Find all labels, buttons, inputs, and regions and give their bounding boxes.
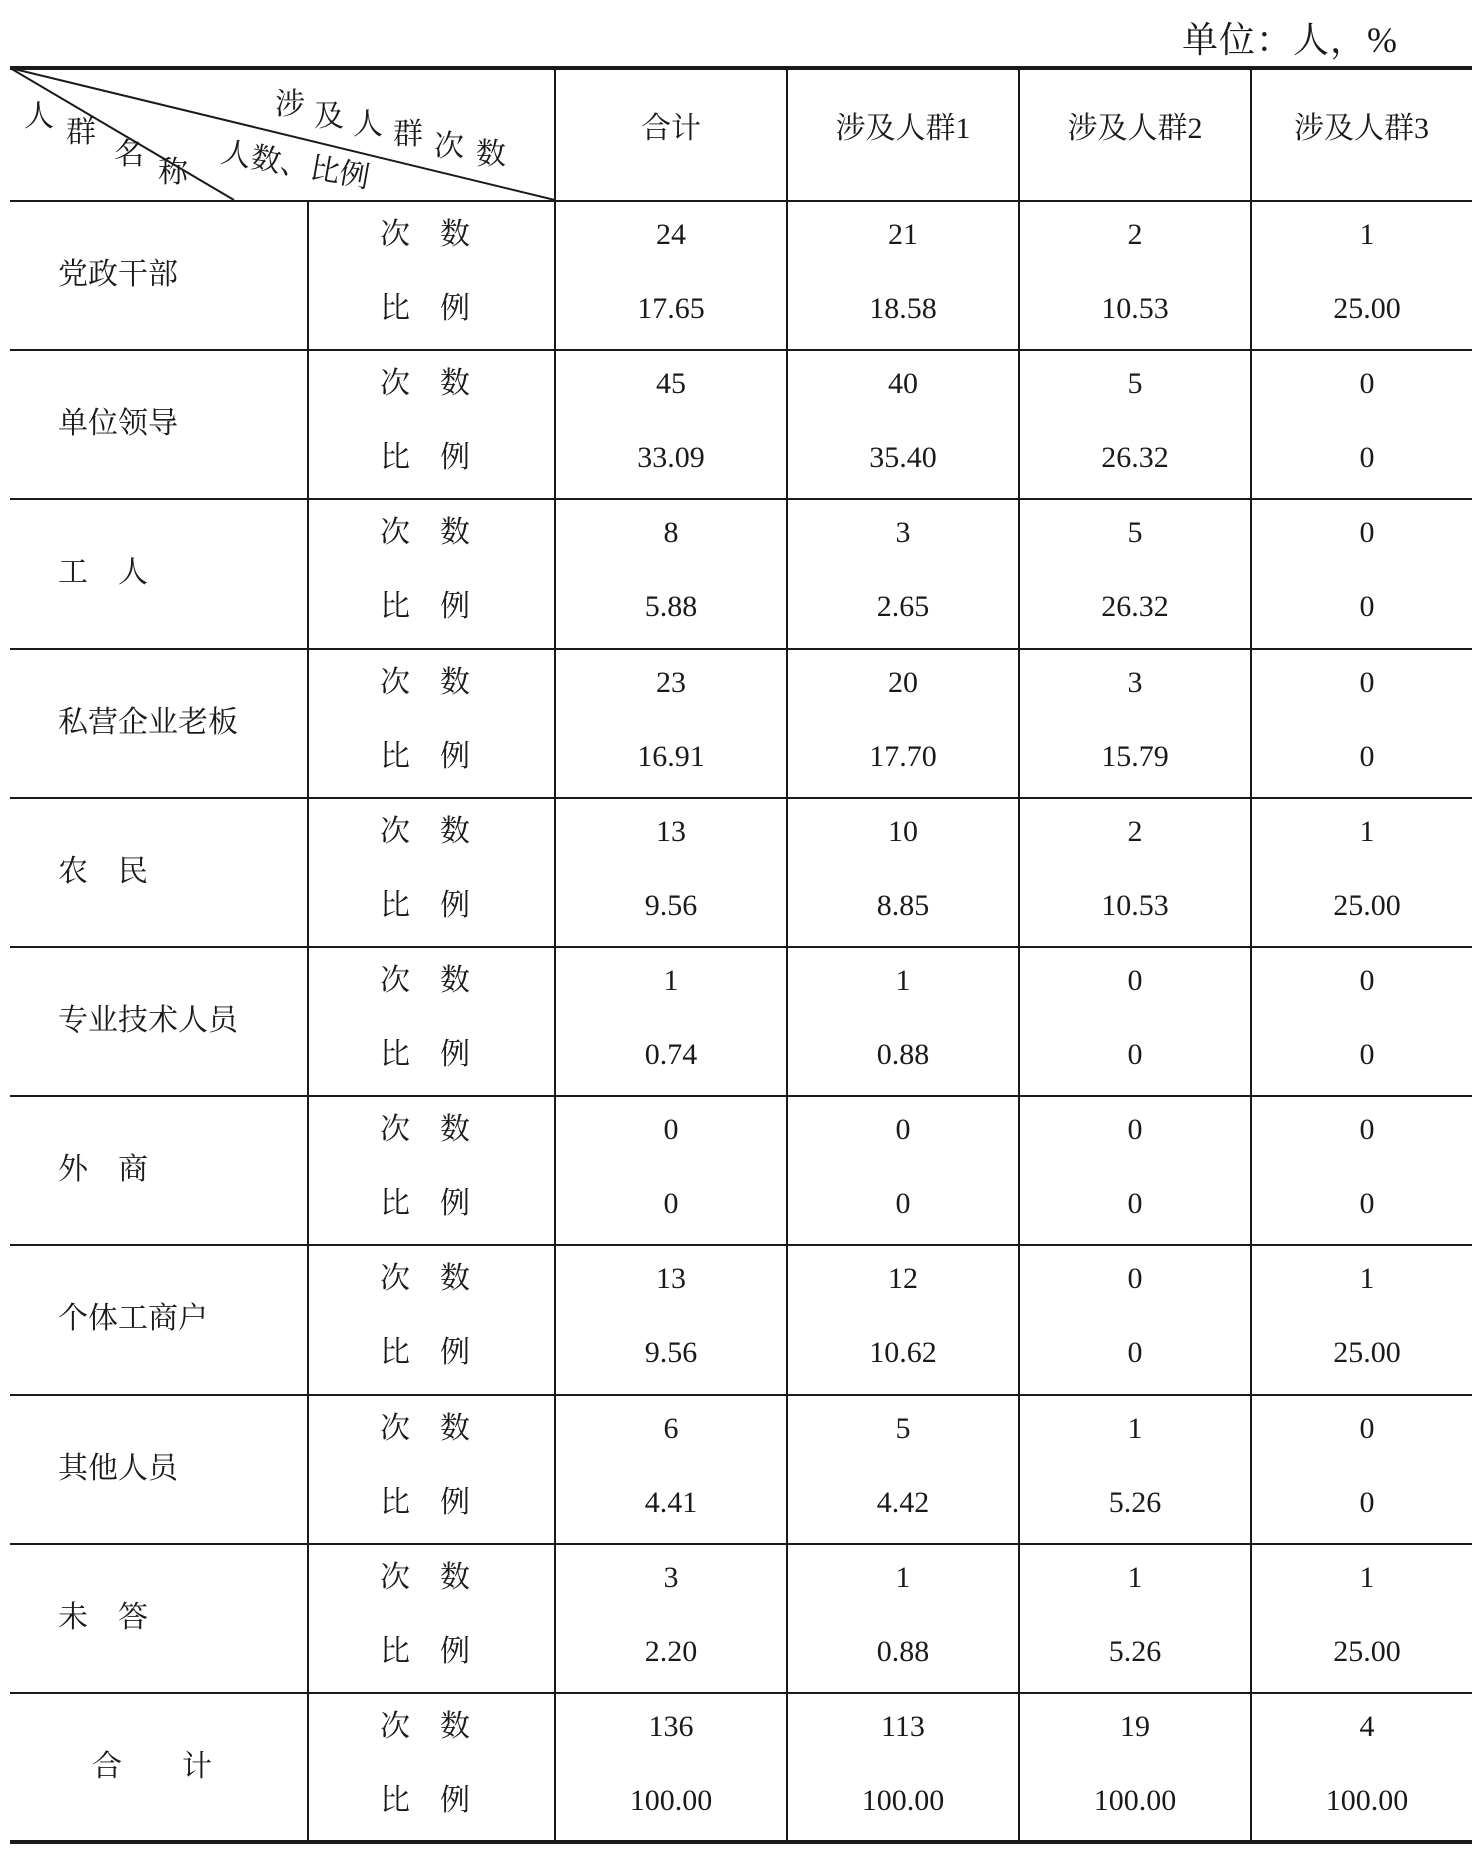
row-label-count: 次 数 <box>380 516 470 550</box>
table-cell-ratio: 15.79 <box>1101 739 1169 773</box>
row-label-ratio: 比 例 <box>380 1336 470 1370</box>
row-label-ratio: 比 例 <box>380 1038 470 1071</box>
table-cell-count: 40 <box>888 367 918 401</box>
table-cell-ratio: 17.65 <box>637 292 705 325</box>
table-cell-ratio: 0 <box>1127 1336 1143 1370</box>
table-cell-count: 23 <box>656 665 686 699</box>
table-cell-ratio: 25.00 <box>1333 888 1401 922</box>
row-group-name: 外 商 <box>58 1153 148 1187</box>
row-divider <box>10 498 1472 500</box>
table-cell-count: 1 <box>1359 218 1375 251</box>
table-cell-ratio: 10.62 <box>869 1336 937 1370</box>
row-label-count: 次 数 <box>380 1262 470 1296</box>
table-cell-count: 0 <box>1359 665 1375 699</box>
table-cell-ratio: 0 <box>1359 1485 1375 1519</box>
table-cell-count: 21 <box>888 218 918 251</box>
table-cell-ratio: 100.00 <box>629 1784 713 1817</box>
row-divider <box>10 1095 1472 1097</box>
table-cell-ratio: 0 <box>1127 1038 1143 1071</box>
row-label-ratio: 比 例 <box>380 292 470 325</box>
table-cell-ratio: 33.09 <box>637 441 705 475</box>
table-cell-ratio: 16.91 <box>637 739 705 773</box>
row-label-count: 次 数 <box>380 218 470 251</box>
row-group-name: 其他人员 <box>58 1451 178 1485</box>
table-cell-count: 13 <box>656 814 686 848</box>
col-header-group3: 涉及人群3 <box>1294 112 1429 145</box>
table-cell-count: 2 <box>1127 814 1143 848</box>
table-cell-ratio: 17.70 <box>869 739 937 773</box>
table-cell-ratio: 4.42 <box>876 1485 930 1519</box>
table-cell-ratio: 0 <box>1127 1187 1143 1221</box>
row-label-ratio: 比 例 <box>380 888 470 922</box>
table-cell-count: 1 <box>895 964 911 997</box>
diag-top-char: 数 <box>476 138 506 171</box>
table-cell-count: 10 <box>888 814 918 848</box>
table-cell-count: 12 <box>888 1262 918 1296</box>
table-cell-ratio: 0 <box>663 1187 679 1221</box>
data-table <box>10 66 1472 1844</box>
col-header-group1: 涉及人群1 <box>835 112 971 145</box>
table-cell-ratio: 9.56 <box>644 888 698 922</box>
table-cell-count: 3 <box>895 516 911 550</box>
table-cell-count: 0 <box>1359 367 1375 401</box>
table-cell-count: 3 <box>1127 665 1143 699</box>
table-cell-count: 5 <box>895 1411 911 1445</box>
table-cell-ratio: 10.53 <box>1101 888 1169 922</box>
row-label-count: 次 数 <box>380 814 470 848</box>
table-cell-ratio: 5.26 <box>1108 1485 1162 1519</box>
table-cell-ratio: 0.88 <box>876 1038 930 1071</box>
diag-top-char: 次 <box>434 130 464 163</box>
row-label-count: 次 数 <box>380 1113 470 1147</box>
table-cell-count: 13 <box>656 1262 686 1296</box>
table-cell-ratio: 0 <box>1359 1038 1375 1071</box>
diag-mid-label: 人数、比例 <box>218 136 373 195</box>
row-label-ratio: 比 例 <box>380 1634 470 1668</box>
row-label-ratio: 比 例 <box>380 1485 470 1519</box>
row-group-name: 未 答 <box>58 1600 148 1634</box>
table-cell-count: 45 <box>656 367 686 401</box>
table-cell-ratio: 2.65 <box>876 590 930 624</box>
table-bottom-rule <box>10 1840 1472 1844</box>
table-cell-ratio: 100.00 <box>1325 1784 1409 1817</box>
diag-left-char: 称 <box>158 156 188 189</box>
table-cell-count: 1 <box>1359 814 1375 848</box>
row-label-ratio: 比 例 <box>380 441 470 475</box>
table-cell-ratio: 100.00 <box>861 1784 945 1817</box>
row-divider <box>10 1394 1472 1396</box>
table-cell-ratio: 0.74 <box>644 1038 698 1071</box>
table-cell-ratio: 2.20 <box>644 1634 698 1668</box>
table-cell-count: 5 <box>1127 516 1143 550</box>
row-divider <box>10 1543 1472 1545</box>
table-cell-count: 19 <box>1120 1710 1150 1743</box>
row-group-name: 个体工商户 <box>58 1302 208 1336</box>
table-cell-count: 0 <box>895 1113 911 1147</box>
table-cell-count: 3 <box>663 1560 679 1594</box>
table-cell-ratio: 25.00 <box>1333 1336 1401 1370</box>
row-group-name: 农 民 <box>58 854 148 888</box>
table-cell-count: 0 <box>1127 964 1143 997</box>
table-cell-ratio: 0 <box>1359 590 1375 624</box>
row-label-count: 次 数 <box>380 1560 470 1594</box>
table-cell-count: 0 <box>1127 1262 1143 1296</box>
table-cell-count: 136 <box>648 1710 694 1743</box>
diag-top-char: 涉 <box>275 88 305 121</box>
diag-top-char: 及 <box>314 100 344 133</box>
col-header-group2: 涉及人群2 <box>1067 112 1203 145</box>
table-cell-count: 113 <box>881 1710 925 1743</box>
table-cell-ratio: 0 <box>1359 1187 1375 1221</box>
row-divider <box>10 1244 1472 1246</box>
col-header-total: 合计 <box>641 112 701 145</box>
table-cell-count: 8 <box>663 516 679 550</box>
table-cell-count: 2 <box>1127 218 1143 251</box>
table-cell-count: 1 <box>1127 1560 1143 1594</box>
table-cell-count: 1 <box>1359 1262 1375 1296</box>
diag-top-char: 人 <box>353 108 383 141</box>
row-label-count: 次 数 <box>380 665 470 699</box>
table-cell-count: 6 <box>663 1411 679 1445</box>
row-group-name: 合 计 <box>92 1750 212 1783</box>
table-cell-ratio: 100.00 <box>1093 1784 1177 1817</box>
table-cell-ratio: 25.00 <box>1333 292 1401 325</box>
table-cell-ratio: 18.58 <box>869 292 937 325</box>
table-cell-ratio: 4.41 <box>644 1485 698 1519</box>
row-group-name: 单位领导 <box>58 407 178 441</box>
row-divider <box>10 349 1472 351</box>
row-label-count: 次 数 <box>380 1710 470 1743</box>
table-cell-ratio: 10.53 <box>1101 292 1169 325</box>
table-cell-ratio: 5.88 <box>644 590 698 624</box>
row-label-ratio: 比 例 <box>380 1187 470 1221</box>
table-cell-count: 1 <box>1359 1560 1375 1594</box>
table-cell-count: 0 <box>1359 516 1375 550</box>
diag-top-char: 群 <box>393 118 423 151</box>
row-group-name: 党政干部 <box>58 258 178 291</box>
table-cell-ratio: 35.40 <box>869 441 937 475</box>
table-cell-count: 1 <box>663 964 679 997</box>
table-cell-ratio: 9.56 <box>644 1336 698 1370</box>
table-cell-ratio: 5.26 <box>1108 1634 1162 1668</box>
unit-label: 单位：人，% <box>1182 20 1398 60</box>
table-cell-count: 0 <box>1127 1113 1143 1147</box>
table-cell-ratio: 26.32 <box>1101 441 1169 475</box>
table-cell-count: 0 <box>1359 1411 1375 1445</box>
row-group-name: 私营企业老板 <box>58 705 238 739</box>
table-cell-ratio: 0 <box>895 1187 911 1221</box>
row-label-count: 次 数 <box>380 1411 470 1445</box>
table-cell-ratio: 0 <box>1359 441 1375 475</box>
row-label-ratio: 比 例 <box>380 1784 470 1817</box>
table-cell-ratio: 8.85 <box>876 888 930 922</box>
diag-left-char: 群 <box>66 116 96 149</box>
row-label-ratio: 比 例 <box>380 739 470 773</box>
row-divider <box>10 797 1472 799</box>
table-cell-count: 24 <box>656 218 686 251</box>
row-divider <box>10 648 1472 650</box>
label-column-divider <box>307 200 309 1840</box>
row-label-count: 次 数 <box>380 367 470 401</box>
table-cell-count: 0 <box>663 1113 679 1147</box>
table-cell-count: 4 <box>1359 1710 1375 1743</box>
table-cell-count: 5 <box>1127 367 1143 401</box>
row-label-count: 次 数 <box>380 964 470 997</box>
table-cell-count: 0 <box>1359 964 1375 997</box>
row-group-name: 工 人 <box>58 556 148 590</box>
row-group-name: 专业技术人员 <box>58 1004 238 1037</box>
row-divider <box>10 946 1472 948</box>
table-cell-count: 1 <box>895 1560 911 1594</box>
table-cell-ratio: 25.00 <box>1333 1634 1401 1668</box>
table-cell-count: 20 <box>888 665 918 699</box>
row-divider <box>10 1692 1472 1694</box>
row-label-ratio: 比 例 <box>380 590 470 624</box>
diag-left-char: 名 <box>114 138 144 171</box>
table-cell-ratio: 26.32 <box>1101 590 1169 624</box>
diag-left-char: 人 <box>24 100 54 133</box>
table-cell-ratio: 0 <box>1359 739 1375 773</box>
table-cell-ratio: 0.88 <box>876 1634 930 1668</box>
table-cell-count: 1 <box>1127 1411 1143 1445</box>
table-cell-count: 0 <box>1359 1113 1375 1147</box>
